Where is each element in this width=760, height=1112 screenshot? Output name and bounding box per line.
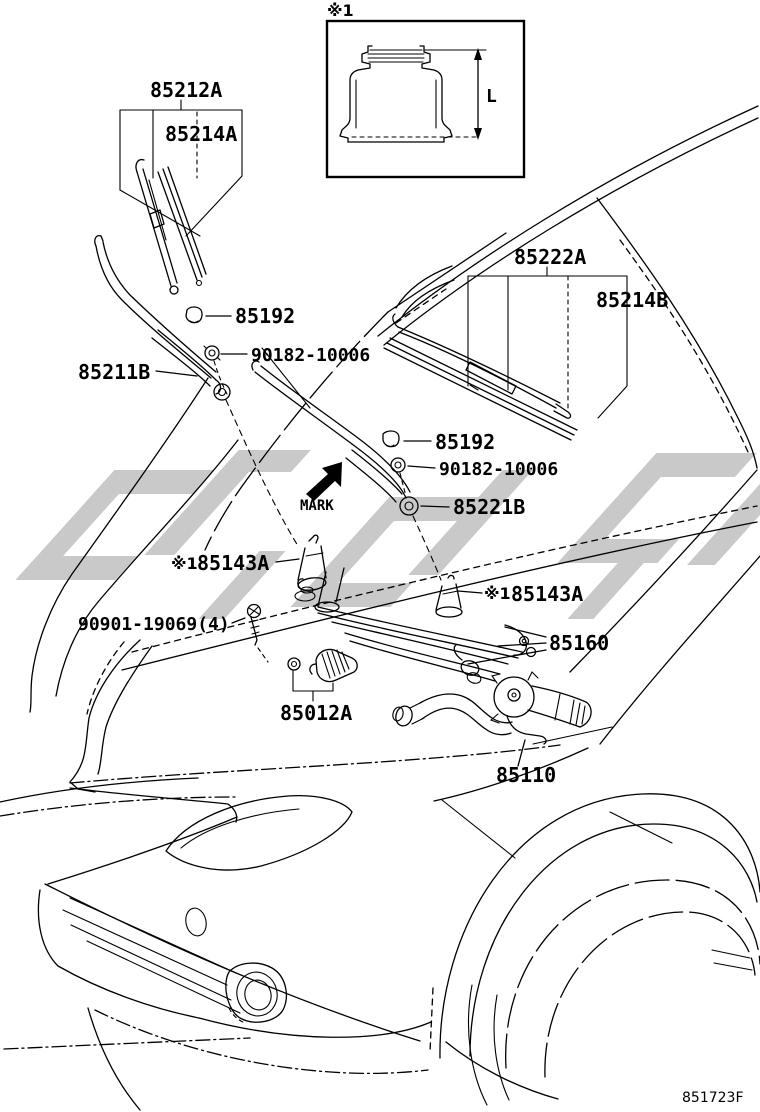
car-body-artwork [0, 106, 760, 1110]
arm-head-cap-lh-drawing [186, 307, 202, 323]
label-wiper-stop[interactable]: 85012A [280, 701, 353, 725]
ref-mark-pivot-rh: ※1 [484, 584, 511, 603]
label-arm-head-cap-lh[interactable]: 85192 [235, 304, 296, 328]
ref-mark-pivot-lh: ※1 [171, 554, 198, 573]
label-blade-assy-rh[interactable]: 85222A [514, 245, 587, 269]
label-blade-refill-lh[interactable]: 85214A [165, 122, 238, 146]
callout-leaders [120, 100, 627, 766]
label-wiper-link-assy[interactable]: 85160 [549, 631, 610, 655]
wiper-blade-lh [136, 160, 178, 294]
label-blade-assy-lh[interactable]: 85212A [150, 78, 223, 102]
label-pivot-grommet-rh[interactable]: 85143A [511, 582, 584, 606]
arm-head-cap-rh-drawing [383, 431, 399, 447]
mark-note-text: MARK [300, 498, 334, 514]
label-arm-head-cap-rh[interactable]: 85192 [435, 430, 496, 454]
label-wiper-arm-lh[interactable]: 85211B [78, 360, 151, 384]
wiper-motor-drawing [491, 672, 591, 744]
mark-arrow-icon [306, 462, 342, 501]
pivot-grommet-section-drawing [340, 46, 476, 142]
label-pivot-grommet-lh[interactable]: 85143A [197, 551, 270, 575]
watermark-logo [15, 450, 760, 619]
wiper-blade-refill-rh [384, 338, 577, 440]
label-blade-refill-rh[interactable]: 85214B [596, 288, 669, 312]
label-link-screw[interactable]: 90901-19069(4) [78, 614, 230, 635]
inset-dim-label: L [486, 86, 497, 107]
dimension-arrow [424, 48, 486, 140]
wiper-stop-drawing [288, 649, 357, 681]
label-wiper-arm-rh[interactable]: 85221B [453, 495, 526, 519]
label-arm-nut-rh[interactable]: 90182-10006 [439, 459, 559, 480]
inset-ref-mark: ※1 [327, 1, 354, 20]
label-arm-nut-lh[interactable]: 90182-10006 [251, 345, 371, 366]
link-screw-drawing [248, 605, 269, 663]
figure-code: 851723F [682, 1090, 744, 1106]
label-wiper-motor[interactable]: 85110 [496, 763, 557, 787]
